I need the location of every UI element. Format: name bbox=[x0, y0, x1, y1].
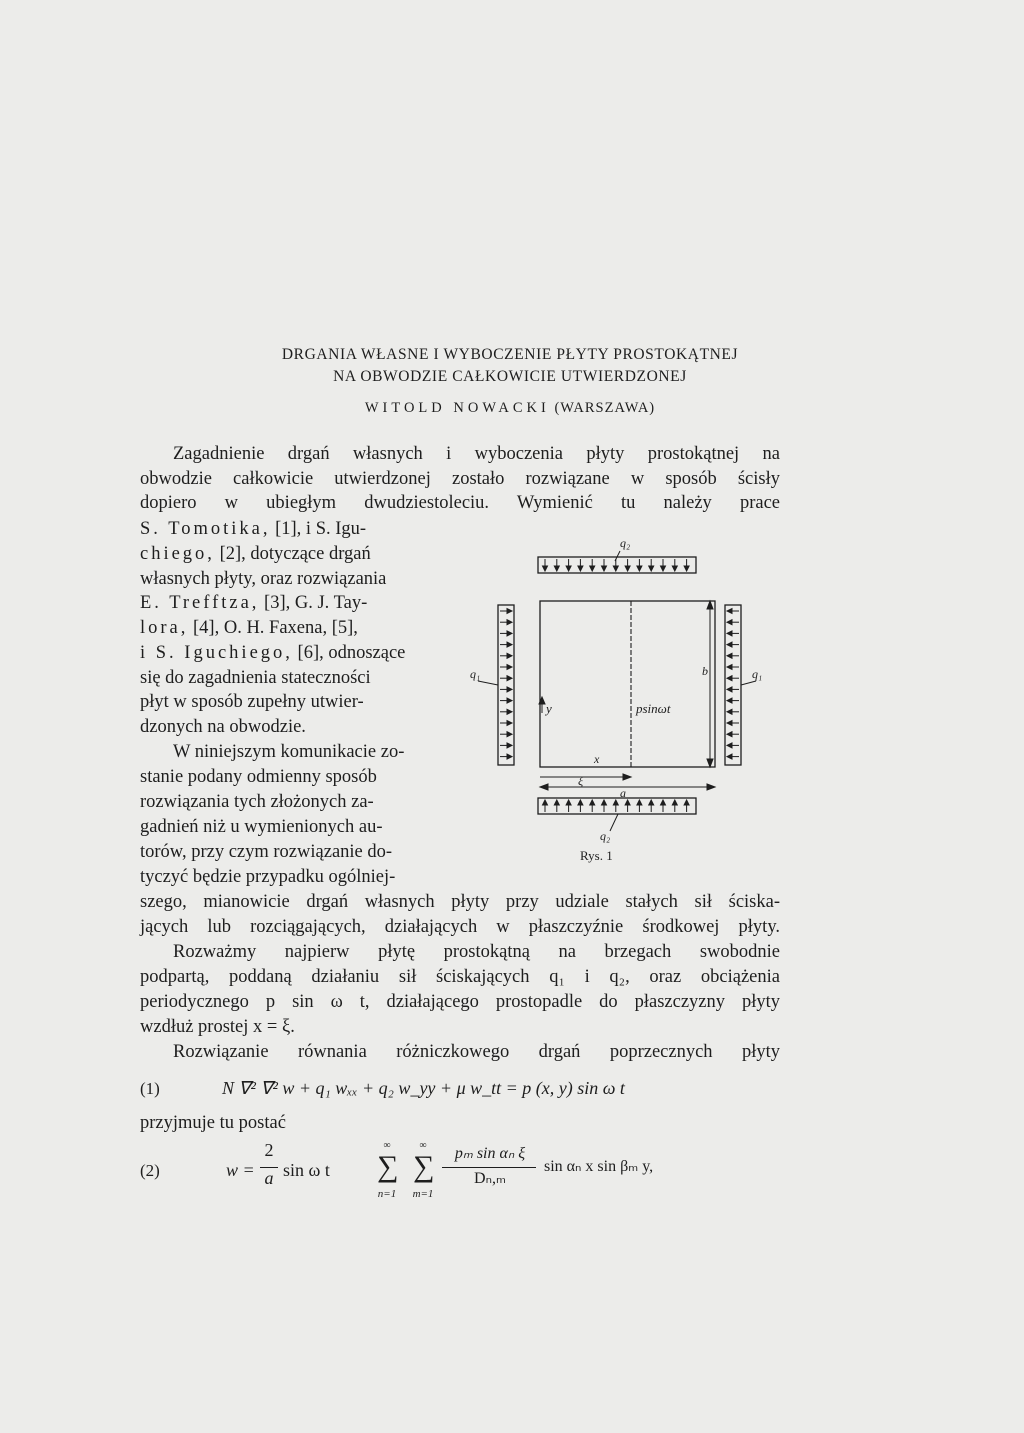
bottom-load-arrowhead bbox=[554, 800, 559, 805]
bottom-load-arrowhead bbox=[661, 800, 666, 805]
label-x: x bbox=[594, 752, 600, 766]
bottom-load-arrowhead bbox=[637, 800, 642, 805]
left-load-arrowhead bbox=[507, 687, 512, 692]
top-load-arrowhead bbox=[661, 566, 666, 571]
label-q2-bottom: q₂ bbox=[600, 829, 611, 843]
bottom-load-arrowhead bbox=[590, 800, 595, 805]
body-line-9: i S. Iguchiego, [6], odnoszące bbox=[140, 643, 406, 663]
title-line-1: DRGANIA WŁASNE I WYBOCZENIE PŁYTY PROSTOKĄTNEJ bbox=[281, 346, 739, 363]
bottom-load-arrowhead bbox=[602, 800, 607, 805]
bottom-load-arrowhead bbox=[613, 800, 618, 805]
author-name: WITOLD NOWACKI bbox=[364, 400, 550, 416]
right-load-arrowhead bbox=[727, 642, 732, 647]
equation-1: N ∇² ∇² w + q₁ wₓₓ + q₂ w_yy + μ w_tt = p (x, y) sin ω t bbox=[222, 1078, 625, 1098]
body-line-10: się do zagadnienia stateczności bbox=[140, 668, 371, 688]
left-load-arrowhead bbox=[507, 642, 512, 647]
eq2-frac-num: 2 bbox=[264, 1140, 274, 1160]
top-load-arrowhead bbox=[602, 566, 607, 571]
eq2-tail: sin αₙ x sin βₘ y, bbox=[544, 1158, 654, 1175]
right-load-arrowhead bbox=[727, 732, 732, 737]
author-line bbox=[140, 400, 880, 417]
body-line-23: periodycznego p sin ω t, działającego prostopadle do płaszczyzny płyty bbox=[140, 992, 780, 1012]
label-q2-top: q₂ bbox=[620, 536, 631, 550]
right-load-arrowhead bbox=[727, 721, 732, 726]
right-load-arrowhead bbox=[727, 687, 732, 692]
left-load-arrowhead bbox=[507, 653, 512, 658]
xi-arrowhead bbox=[623, 774, 631, 780]
bottom-load-arrowhead bbox=[672, 800, 677, 805]
top-load-strip bbox=[538, 557, 696, 573]
left-load-arrowhead bbox=[507, 676, 512, 681]
b-arrowhead-bottom bbox=[707, 759, 713, 767]
body-line-11: płyt w sposób zupełny utwier- bbox=[140, 692, 364, 712]
bottom-load-arrowhead bbox=[684, 800, 689, 805]
body-line-13: W niniejszym komunikacie zo- bbox=[173, 742, 405, 762]
eq2-sin: sin ω t bbox=[283, 1160, 330, 1180]
bottom-load-arrowhead bbox=[649, 800, 654, 805]
equation-1-number: (1) bbox=[140, 1079, 160, 1098]
right-load-arrowhead bbox=[727, 609, 732, 614]
body-line-6: własnych płyty, oraz rozwiązania bbox=[140, 569, 387, 589]
right-load-arrowhead bbox=[727, 676, 732, 681]
eq2-sum2-bottom: m=1 bbox=[412, 1188, 434, 1200]
label-q1-left: q₁ bbox=[470, 667, 481, 681]
left-load-arrowhead bbox=[507, 732, 512, 737]
left-load-arrowhead bbox=[507, 743, 512, 748]
body-line-22: podpartą, poddaną działaniu sił ściskających q₁ i q₂, oraz obciążenia bbox=[140, 967, 780, 987]
body-line-20: jących lub rozciągających, działających w płaszczyźnie środkowej płyty. bbox=[140, 917, 780, 937]
right-load-arrowhead bbox=[727, 653, 732, 658]
q1-right-leader bbox=[741, 681, 756, 685]
top-load-arrowhead bbox=[613, 566, 618, 571]
body-line-2: obwodzie całkowicie utwierdzonej zostało rozwiązane w sposób ścisły bbox=[140, 469, 780, 489]
top-load-arrowhead bbox=[672, 566, 677, 571]
q2-bottom-leader bbox=[610, 814, 618, 831]
right-load-arrowhead bbox=[727, 743, 732, 748]
right-load-arrowhead bbox=[727, 620, 732, 625]
label-load: psinωt bbox=[636, 701, 671, 716]
body-line-15: rozwiązania tych złożonych za- bbox=[140, 792, 374, 812]
right-load-arrowhead bbox=[727, 631, 732, 636]
body-line-7: E. Trefftza, [3], G. J. Tay- bbox=[140, 593, 368, 613]
top-load-arrowhead bbox=[578, 566, 583, 571]
body-line-21: Rozważmy najpierw płytę prostokątną na brzegach swobodnie bbox=[173, 942, 780, 962]
label-q1-right: q₁ bbox=[752, 667, 763, 681]
label-a: a bbox=[620, 786, 626, 800]
body-line-16: gadnień niż u wymienionych au- bbox=[140, 817, 383, 837]
b-arrowhead-top bbox=[707, 601, 713, 609]
a-arrowhead-left bbox=[540, 784, 548, 790]
right-load-strip bbox=[725, 605, 741, 765]
body-line-1: Zagadnienie drgań własnych i wyboczenia płyty prostokątnej na bbox=[173, 444, 780, 464]
right-load-arrowhead bbox=[727, 698, 732, 703]
a-arrowhead-right bbox=[707, 784, 715, 790]
body-line-3: dopiero w ubiegłym dwudziestoleciu. Wymienić tu należy prace bbox=[140, 493, 780, 513]
left-load-arrowhead bbox=[507, 709, 512, 714]
top-load-arrowhead bbox=[543, 566, 548, 571]
equation-2-number: (2) bbox=[140, 1161, 160, 1180]
label-xi: ξ bbox=[578, 774, 584, 788]
top-load-arrowhead bbox=[684, 566, 689, 571]
eq2-inner-num: pₘ sin αₙ ξ bbox=[454, 1145, 526, 1162]
author-affiliation: (WARSZAWA) bbox=[554, 400, 656, 416]
body-line-12: dzonych na obwodzie. bbox=[140, 717, 306, 737]
bottom-load-arrowhead bbox=[566, 800, 571, 805]
label-b: b bbox=[702, 664, 708, 678]
left-load-arrowhead bbox=[507, 754, 512, 759]
left-load-arrowhead bbox=[507, 609, 512, 614]
body-line-17: torów, przy czym rozwiązanie do- bbox=[140, 842, 393, 862]
bottom-load-arrowhead bbox=[578, 800, 583, 805]
top-load-arrowhead bbox=[554, 566, 559, 571]
body-line-26: przyjmuje tu postać bbox=[140, 1113, 286, 1133]
eq2-sum2-top: ∞ bbox=[419, 1140, 427, 1151]
right-load-arrowhead bbox=[727, 665, 732, 670]
body-line-8: lora, [4], O. H. Faxena, [5], bbox=[140, 618, 358, 638]
top-load-arrowhead bbox=[625, 566, 630, 571]
body-line-24: wzdłuż prostej x = ξ. bbox=[140, 1017, 295, 1037]
bottom-load-strip bbox=[538, 798, 696, 814]
left-load-arrowhead bbox=[507, 665, 512, 670]
body-line-5: chiego, [2], dotyczące drgań bbox=[140, 544, 371, 564]
top-load-arrowhead bbox=[590, 566, 595, 571]
plate-diagram bbox=[460, 535, 770, 845]
body-line-18: tyczyć będzie przypadku ogólniej- bbox=[140, 867, 396, 887]
left-load-arrowhead bbox=[507, 631, 512, 636]
eq2-sum1-sign: ∑ bbox=[377, 1150, 399, 1183]
eq2-sum1-bottom: n=1 bbox=[377, 1188, 397, 1200]
body-line-25: Rozwiązanie równania różniczkowego drgań poprzecznych płyty bbox=[173, 1042, 780, 1062]
q1-left-leader bbox=[478, 681, 498, 685]
left-load-strip bbox=[498, 605, 514, 765]
body-line-4: S. Tomotika, [1], i S. Igu- bbox=[140, 519, 367, 539]
eq2-sum1-top: ∞ bbox=[383, 1140, 391, 1151]
body-line-19: szego, mianowicie drgań własnych płyty przy udziale stałych sił ściska- bbox=[140, 892, 780, 912]
bottom-load-arrowhead bbox=[625, 800, 630, 805]
right-load-arrowhead bbox=[727, 709, 732, 714]
eq2-frac-den: a bbox=[264, 1168, 274, 1188]
top-load-arrowhead bbox=[637, 566, 642, 571]
eq2-sum2-sign: ∑ bbox=[413, 1150, 435, 1183]
title-line-2: NA OBWODZIE CAŁKOWICIE UTWIERDZONEJ bbox=[333, 368, 687, 385]
top-load-arrowhead bbox=[649, 566, 654, 571]
label-y: y bbox=[546, 701, 552, 716]
plate-rectangle bbox=[540, 601, 715, 767]
left-load-arrowhead bbox=[507, 698, 512, 703]
eq2-lhs: w = bbox=[226, 1160, 255, 1180]
top-load-arrowhead bbox=[566, 566, 571, 571]
body-line-14: stanie podany odmienny sposób bbox=[140, 767, 377, 787]
eq2-inner-den: Dₙ,ₘ bbox=[474, 1170, 506, 1187]
figure-caption: Rys. 1 bbox=[580, 848, 613, 863]
left-load-arrowhead bbox=[507, 620, 512, 625]
left-load-arrowhead bbox=[507, 721, 512, 726]
right-load-arrowhead bbox=[727, 754, 732, 759]
bottom-load-arrowhead bbox=[543, 800, 548, 805]
